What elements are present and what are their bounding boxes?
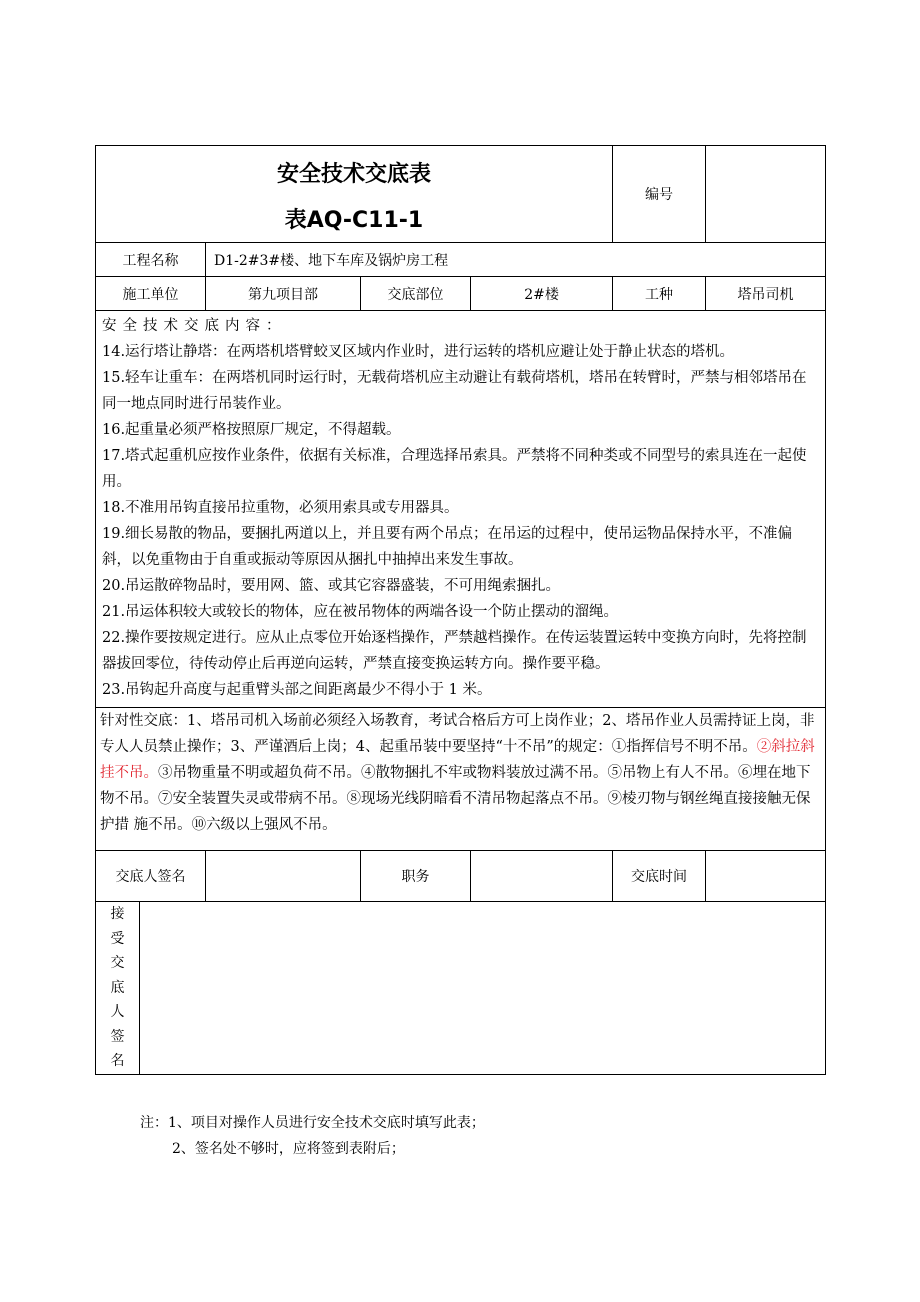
content-heading: 安全技术交底内容： [102,318,287,334]
trade-value: 塔吊司机 [706,277,826,311]
content-item: 17.塔式起重机应按作业条件，依据有关标准，合理选择吊索具。严禁将不同种类或不同型号的索具连在一起使用。 [102,448,807,490]
content-item: 19.细长易散的物品，要捆扎两道以上，并且要有两个吊点；在吊运的过程中，使吊运物品保持水平，不准偏斜，以免重物由于自重或振动等原因从捆扎中抽掉出来发生事故。 [102,526,793,568]
title-cell [96,146,613,243]
receiver-label-char: 受 [110,930,125,947]
receiver-label-char: 接 [110,906,125,922]
content-cell [96,311,826,708]
content-item: 22.操作要按规定进行。应从止点零位开始逐档操作，严禁越档操作。在传运装置运转中变换方向时，先将控制器拔回零位，待传动停止后再逆向运转，严禁直接变换运转方向。操作要平稳。 [102,630,807,672]
footnotes [140,1110,485,1162]
content-item: 23.吊钩起升高度与起重臂头部之间距离最少不得小于 1 米。 [102,682,492,698]
receiver-label-char: 底 [110,979,125,996]
construction-unit-value: 第九项目部 [206,277,361,311]
giver-signature-label: 交底人签名 [96,851,206,902]
form-title: 安全技术交底表 [277,162,432,187]
targeted-requirements-cell [96,708,826,851]
form-table [95,145,826,1075]
note-2: 2、签名处不够时，应将签到表附后； [172,1141,405,1157]
requirements-text: 针对性交底：1、塔吊司机入场前必须经入场教育，考试合格后方可上岗作业；2、塔吊作业人员需持证上岗，非专人人员禁止操作；3、严谨酒后上岗；4、起重吊装中要坚持“十不吊”的规定：①指挥信号不明不吊。 [100,713,815,755]
receiver-label-char: 签 [110,1028,125,1045]
receiver-label-char: 名 [110,1053,125,1069]
note-1: 注：1、项目对操作人员进行安全技术交底时填写此表； [140,1115,485,1131]
receiver-label-char: 交 [110,955,125,971]
number-label: 编号 [613,146,706,243]
disclosure-time-field[interactable] [706,851,826,902]
trade-label: 工种 [613,277,706,311]
content-item: 21.吊运体积较大或较长的物体，应在被吊物体的两端各设一个防止摆动的溜绳。 [102,604,619,620]
form-code: 表AQ-C11-1 [284,208,424,233]
receiver-signature-area[interactable] [140,902,826,1075]
content-item: 15.轻车让重车：在两塔机同时运行时，无载荷塔机应主动避让有载荷塔机，塔吊在转臂时，严禁与相邻塔吊在同一地点同时进行吊装作业。 [102,370,807,412]
disclosure-time-label: 交底时间 [613,851,706,902]
receiver-signature-label [96,902,140,1075]
project-name-label: 工程名称 [96,243,206,277]
content-item: 16.起重量必须严格按照原厂规定，不得超载。 [102,422,401,438]
position-label: 职务 [361,851,471,902]
receiver-label-char: 人 [110,1004,125,1020]
requirements-text-cont: ③吊物重量不明或超负荷不吊。④散物捆扎不牢或物料装放过满不吊。⑤吊物上有人不吊。⑥埋在地下物不吊。⑦安全装置失灵或带病不吊。⑧现场光线阴暗看不清吊物起落点不吊。⑨棱刃物与钢丝绳直接接触无保护措 施不吊。⑩六级以上强风不吊。 [100,765,811,833]
requirements-highlight: ②斜拉斜挂不吊。 [100,739,815,781]
disclosure-part-value: 2#楼 [471,277,613,311]
position-field[interactable] [471,851,613,902]
project-name-value: D1-2#3#楼、地下车库及锅炉房工程 [206,243,826,277]
content-item: 18.不准用吊钩直接吊拉重物，必须用索具或专用器具。 [102,500,459,516]
giver-signature-field[interactable] [206,851,361,902]
safety-disclosure-form [95,145,825,1075]
number-field[interactable] [706,146,826,243]
construction-unit-label: 施工单位 [96,277,206,311]
disclosure-part-label: 交底部位 [361,277,471,311]
content-item: 14.运行塔让静塔：在两塔机塔臂蛟叉区域内作业时，进行运转的塔机应避让处于静止状态的塔机。 [102,344,735,360]
content-item: 20.吊运散碎物品时，要用网、篮、或其它容器盛装，不可用绳索捆扎。 [102,578,561,594]
